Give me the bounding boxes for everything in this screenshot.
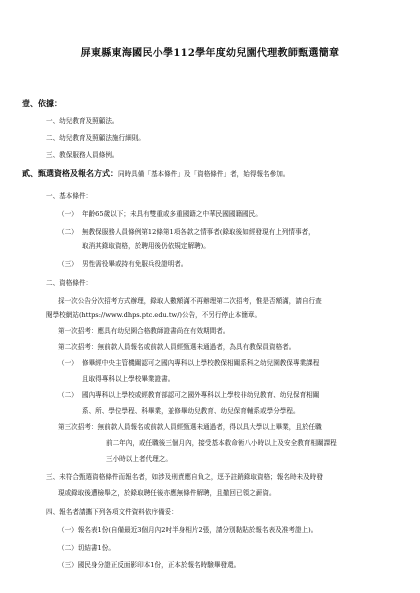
section-1-heading: 壹、依據：: [22, 98, 62, 108]
note-3-continuation: 現或錄取後遭檢舉之，於錄取聘任後亦應無條件解聘，且撤回已領之薪資。: [58, 489, 276, 497]
document-item: （二）切結書1份。: [58, 544, 115, 552]
qualification-continuation: 且取得專科以上學校畢業證書。: [82, 375, 175, 383]
qualification-item: （一） 修畢經中央主管機關認可之國內專科以上學校教保相關系科之幼兒園教保專業課程: [58, 359, 320, 367]
basic-condition-item: （一） 年齡65歲以下；未具有雙重或多重國籍之中華民國國籍國民。: [58, 210, 262, 218]
round-3-continuation: 三小時以上者代理之。: [106, 455, 172, 463]
qualification-title: 二、資格條件：: [46, 279, 93, 287]
page-title: 屏東縣東海國民小學112學年度幼兒園代理教師甄選簡章: [80, 48, 340, 59]
qualification-item: （二） 國內專科以上學校或經教育部認可之國外專科以上學校非幼兒教育、幼兒保育相關: [58, 391, 320, 399]
note-4: 四、報名者請攜下列各項文件資料依序備妥：: [46, 508, 178, 516]
document-item: （一）報名表1份(自備最近3個月內2吋半身相片2張，請分別黏貼於報名表及准考證上)。: [58, 526, 318, 534]
basic-condition-item: （三） 男性需役畢或持有免服兵役證明者。: [58, 260, 188, 268]
qualification-intro: 採一次公告分次招考方式辦理，錄取人數額滿不再辦理第二次招考，惟是否額滿，請自行查: [58, 297, 322, 305]
basic-condition-item: （二） 無教保服務人員條例第12條第1項各款之情事者(錄取後如經發現有上列情事者，: [58, 228, 315, 236]
basis-item: 三、教保服務人員條例。: [46, 151, 119, 159]
document-item: （三）國民身分證正反面影印本1份，正本於報名時驗畢發還。: [58, 561, 241, 569]
round-3: 第三次招考：無前款人員報名或前款人員經甄選未通過者，得以具大學以上畢業，且於任職: [58, 423, 322, 431]
note-3: 三、未符合甄選資格條件而報名者，如涉及刑責應自負之，逕予註銷錄取資格；報名時未及時發: [46, 473, 323, 481]
round-1: 第一次招考：應具有幼兒園合格教師證書尚在有效期間者。: [58, 327, 230, 335]
round-3-continuation: 前二年內，或任職後三個月內，接受基本救命術八小時以上及安全教育相關課程: [106, 439, 337, 447]
qualification-intro: 閱學校網站(https://www.dhps.ptc.edu.tw/)公告，不另行停止本簡章。: [46, 311, 262, 319]
basis-item: 一、幼兒教育及照顧法。: [46, 117, 119, 125]
section-2-heading: [22, 168, 289, 179]
qualification-continuation: 系、所、學位學程、科畢業，並修畢幼兒教育、幼兒保育輔系或學分學程。: [82, 407, 300, 415]
basic-conditions-title: 一、基本條件：: [46, 192, 93, 200]
section-2-lead: 同時具備「基本條件」及「資格條件」者，始得報名參加。: [118, 170, 290, 178]
basic-condition-continuation: 取消其錄取資格，於聘用後仍依規定解聘)。: [82, 242, 210, 250]
round-2: 第二次招考：無前款人員報名或前款人員經甄選未通過者，為具有教保員資格者。: [58, 343, 296, 351]
basis-item: 二、幼兒教育及照顧法施行細則。: [46, 134, 145, 142]
section-2-title: 貳、甄選資格及報名方式：: [22, 168, 118, 178]
